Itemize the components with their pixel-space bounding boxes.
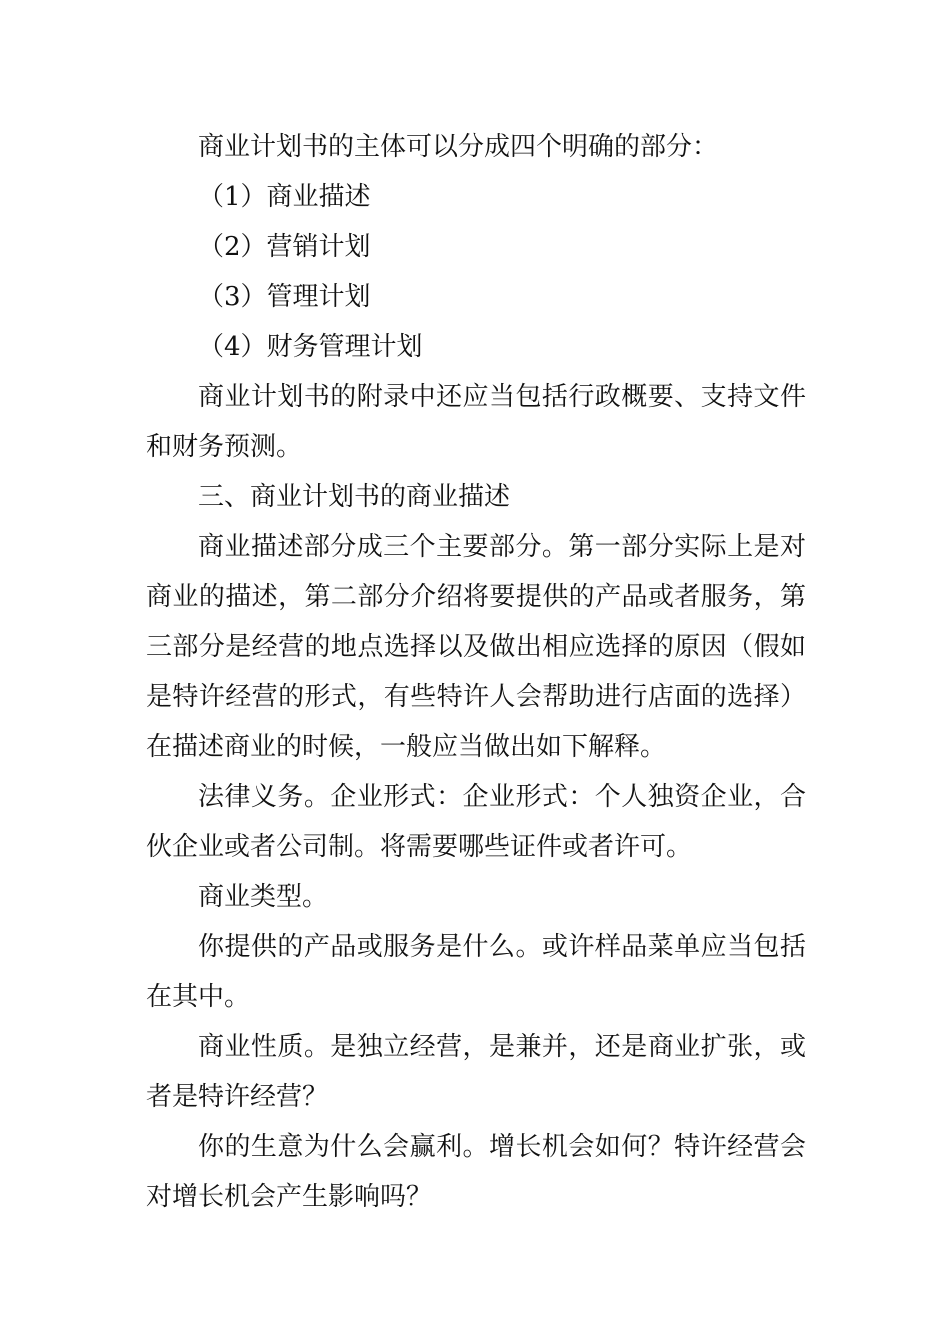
list-item: （1）商业描述 [198,182,371,212]
profit-paragraph: 你的生意为什么会赢利。增长机会如何？特许经营会对增长机会产生影响吗？ [146,1132,806,1212]
list-item: （3）管理计划 [198,282,371,312]
appendix-paragraph: 商业计划书的附录中还应当包括行政概要、支持文件和财务预测。 [146,382,806,462]
list-item: （4）财务管理计划 [198,332,423,362]
legal-paragraph: 法律义务。企业形式：企业形式：个人独资企业，合伙企业或者公司制。将需要哪些证件或者许可。 [146,782,806,862]
products-paragraph: 你提供的产品或服务是什么。或许样品菜单应当包括在其中。 [146,932,806,1012]
nature-paragraph: 商业性质。是独立经营，是兼并，还是商业扩张，或者是特许经营？ [146,1032,806,1112]
business-type-paragraph: 商业类型。 [198,882,329,912]
description-paragraph: 商业描述部分成三个主要部分。第一部分实际上是对商业的描述，第二部分介绍将要提供的产品或者服务，第三部分是经营的地点选择以及做出相应选择的原因（假如是特许经营的形式，有些特许人会帮助进行店面的选择）在描述商业的时候，一般应当做出如下解释。 [146,532,806,762]
list-item: （2）营销计划 [198,232,371,262]
intro-paragraph: 商业计划书的主体可以分成四个明确的部分： [198,132,719,162]
document-body [146,122,806,1222]
section-heading: 三、商业计划书的商业描述 [198,482,511,512]
